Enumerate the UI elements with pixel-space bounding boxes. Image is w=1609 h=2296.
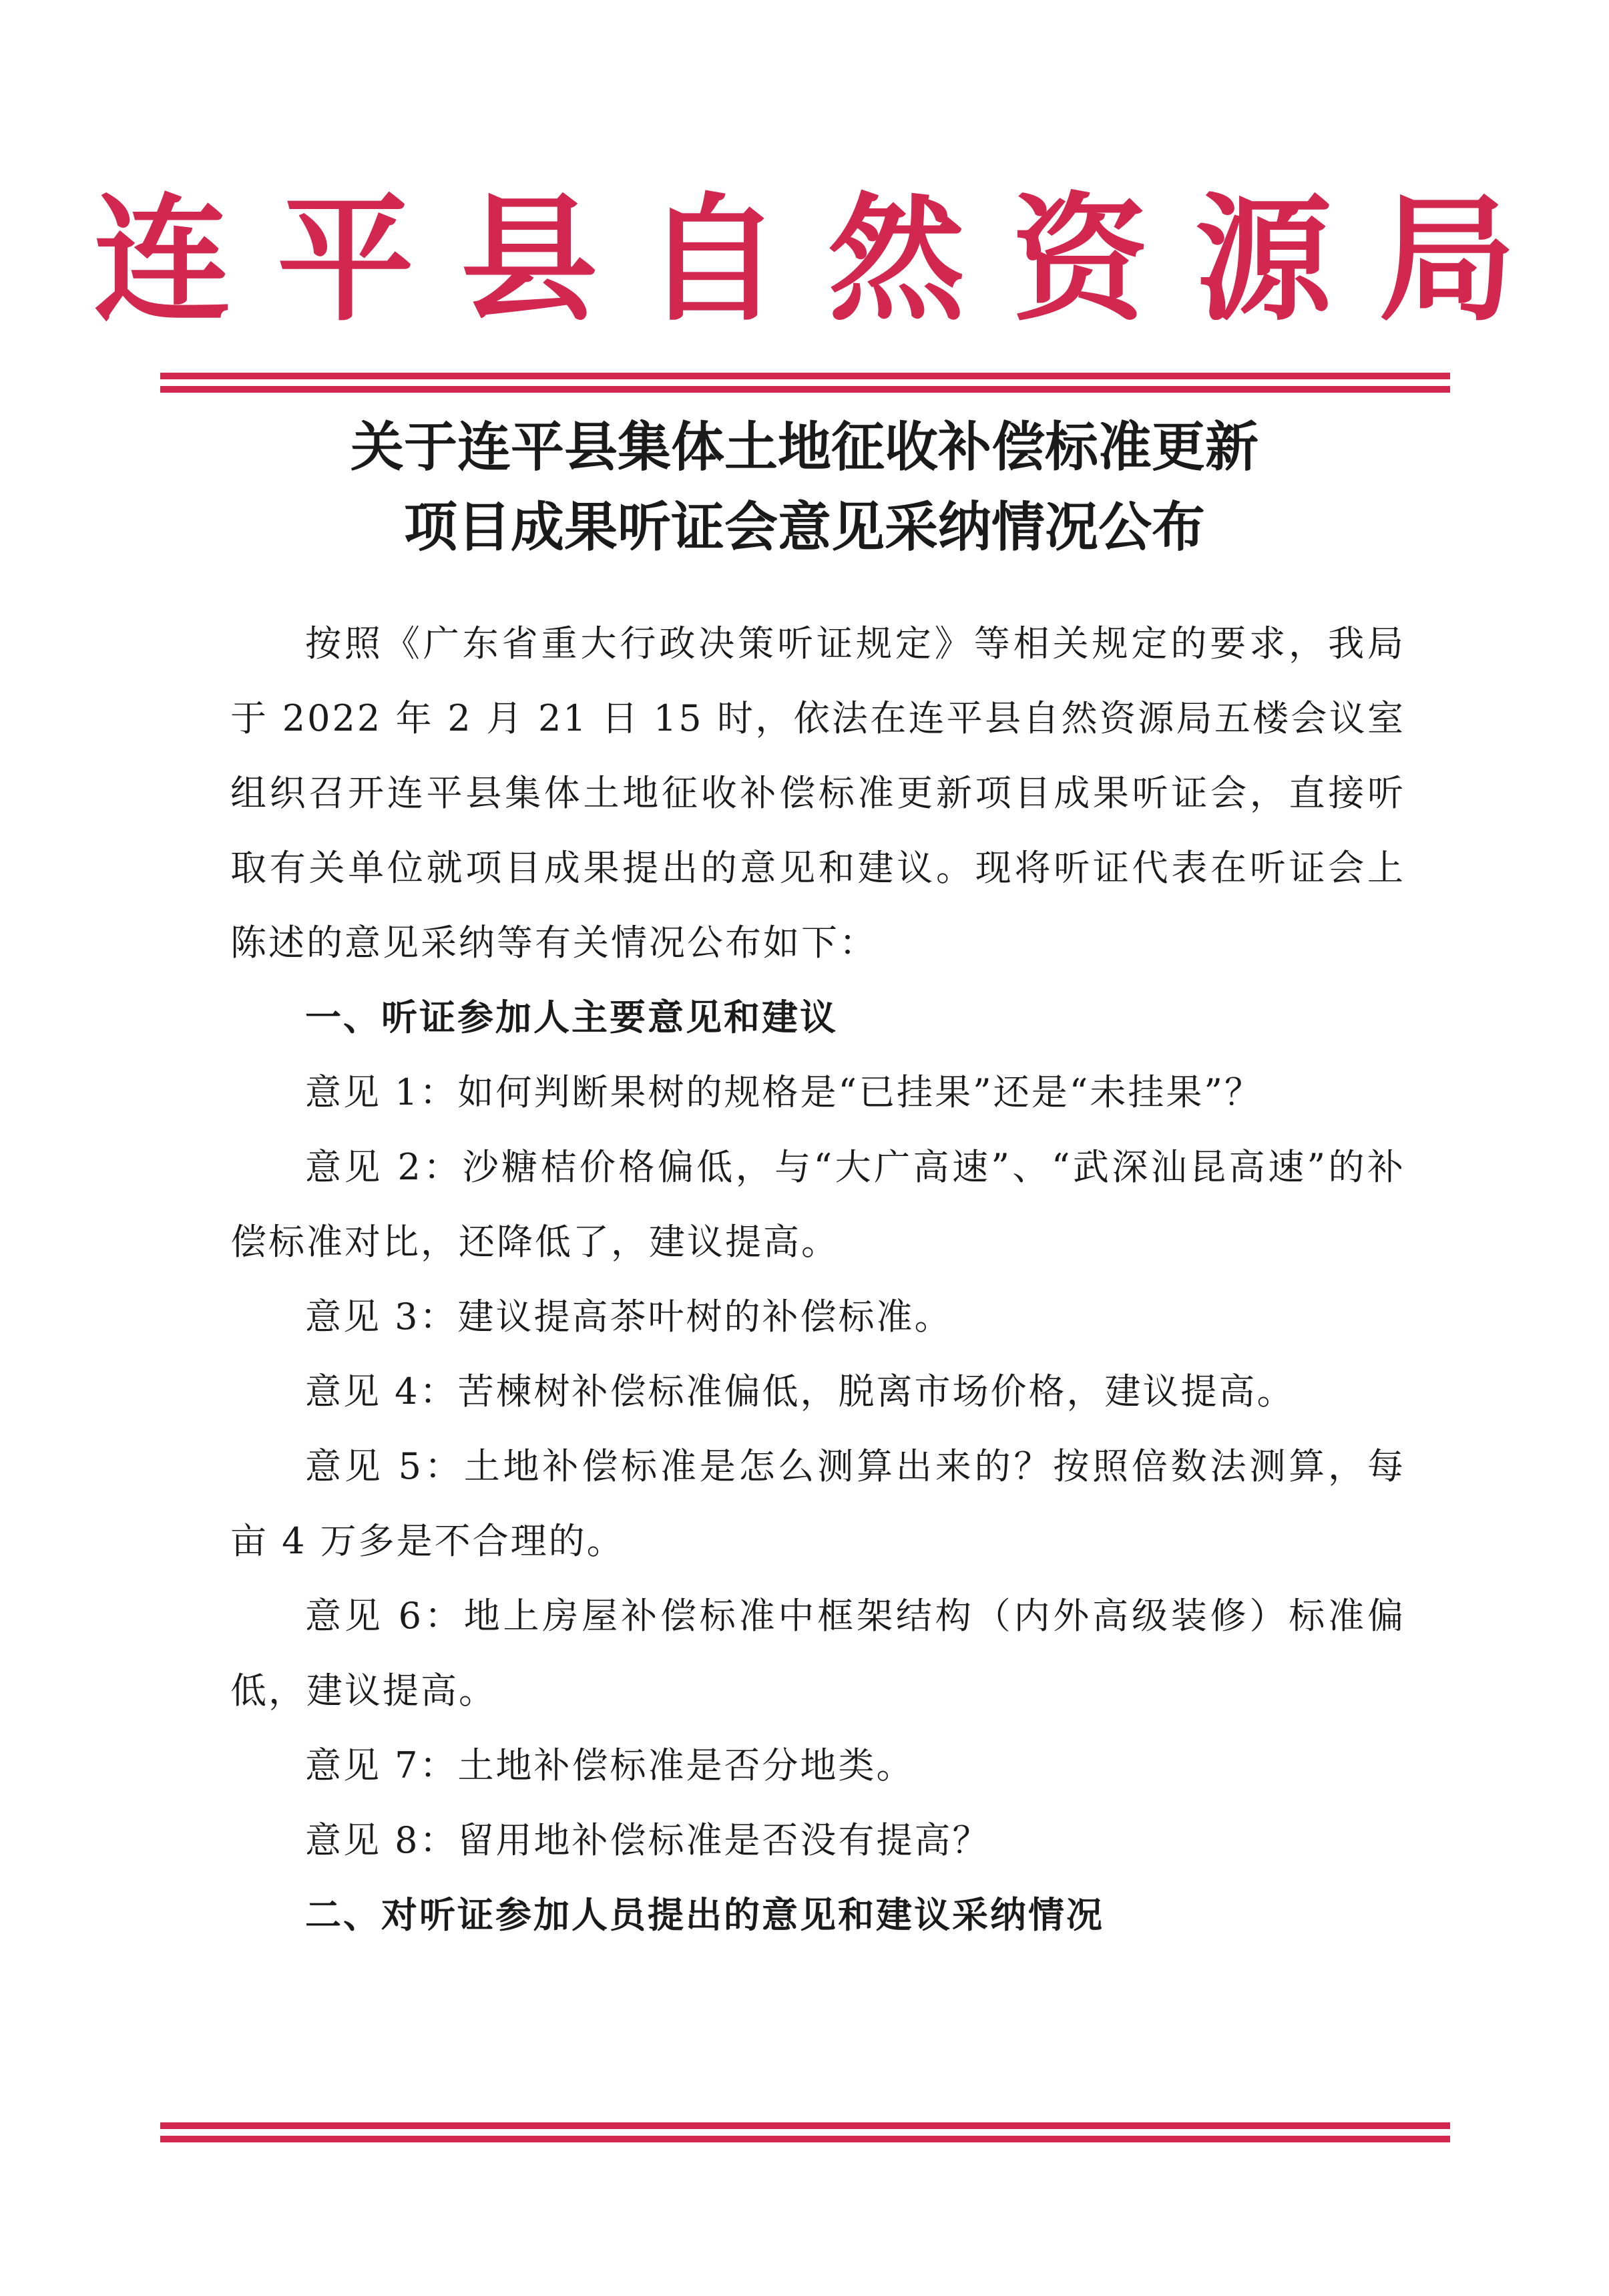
- document-title-line-1: 关于连平县集体土地征收补偿标准更新: [351, 416, 1258, 478]
- section-2-heading: 二、对听证参加人员提出的意见和建议采纳情况: [305, 1894, 1104, 1936]
- opinion-item: 意见 3：建议提高茶叶树的补偿标准。: [305, 1296, 953, 1338]
- opinion-item: 意见 5：土地补偿标准是怎么测算出来的？按照倍数法测算，每亩 4 万多是不合理的。: [230, 1445, 1405, 1562]
- document-body: [230, 606, 1405, 1953]
- section-1-heading: 一、听证参加人主要意见和建议: [305, 996, 838, 1038]
- opinion-item: 意见 6：地上房屋补偿标准中框架结构（内外高级装修）标准偏低，建议提高。: [230, 1595, 1405, 1712]
- document-title-line-2: 项目成果听证会意见采纳情况公布: [404, 496, 1205, 558]
- opinion-item: 意见 7：土地补偿标准是否分地类。: [305, 1744, 915, 1786]
- intro-paragraph: 按照《广东省重大行政决策听证规定》等相关规定的要求，我局于 2022 年 2 月 21 日 15 时，依法在连平县自然资源局五楼会议室组织召开连平县集体土地征收补偿标准更新项目成果听证会，直接听取有关单位就项目成果提出的意见和建议。现将听证代表在听证会上陈述的意见采纳等有关情况公布如下：: [230, 622, 1405, 964]
- opinion-item: 意见 2：沙糖桔价格偏低，与“大广高速”、“武深汕昆高速”的补偿标准对比，还降低了，建议提高。: [230, 1146, 1405, 1263]
- opinion-item: 意见 4：苦楝树补偿标准偏低，脱离市场价格，建议提高。: [305, 1370, 1295, 1412]
- red-rule-top-thick: [160, 373, 1450, 379]
- red-rule-top-thin: [160, 386, 1450, 393]
- red-rule-bottom-thick: [160, 2122, 1450, 2129]
- masthead-organization: 连平县自然资源局: [93, 181, 1562, 340]
- opinion-item: 意见 1：如何判断果树的规格是“已挂果”还是“未挂果”？: [305, 1071, 1262, 1113]
- opinion-item: 意见 8：留用地补偿标准是否没有提高？: [305, 1819, 991, 1861]
- red-rule-bottom-thin: [160, 2136, 1450, 2142]
